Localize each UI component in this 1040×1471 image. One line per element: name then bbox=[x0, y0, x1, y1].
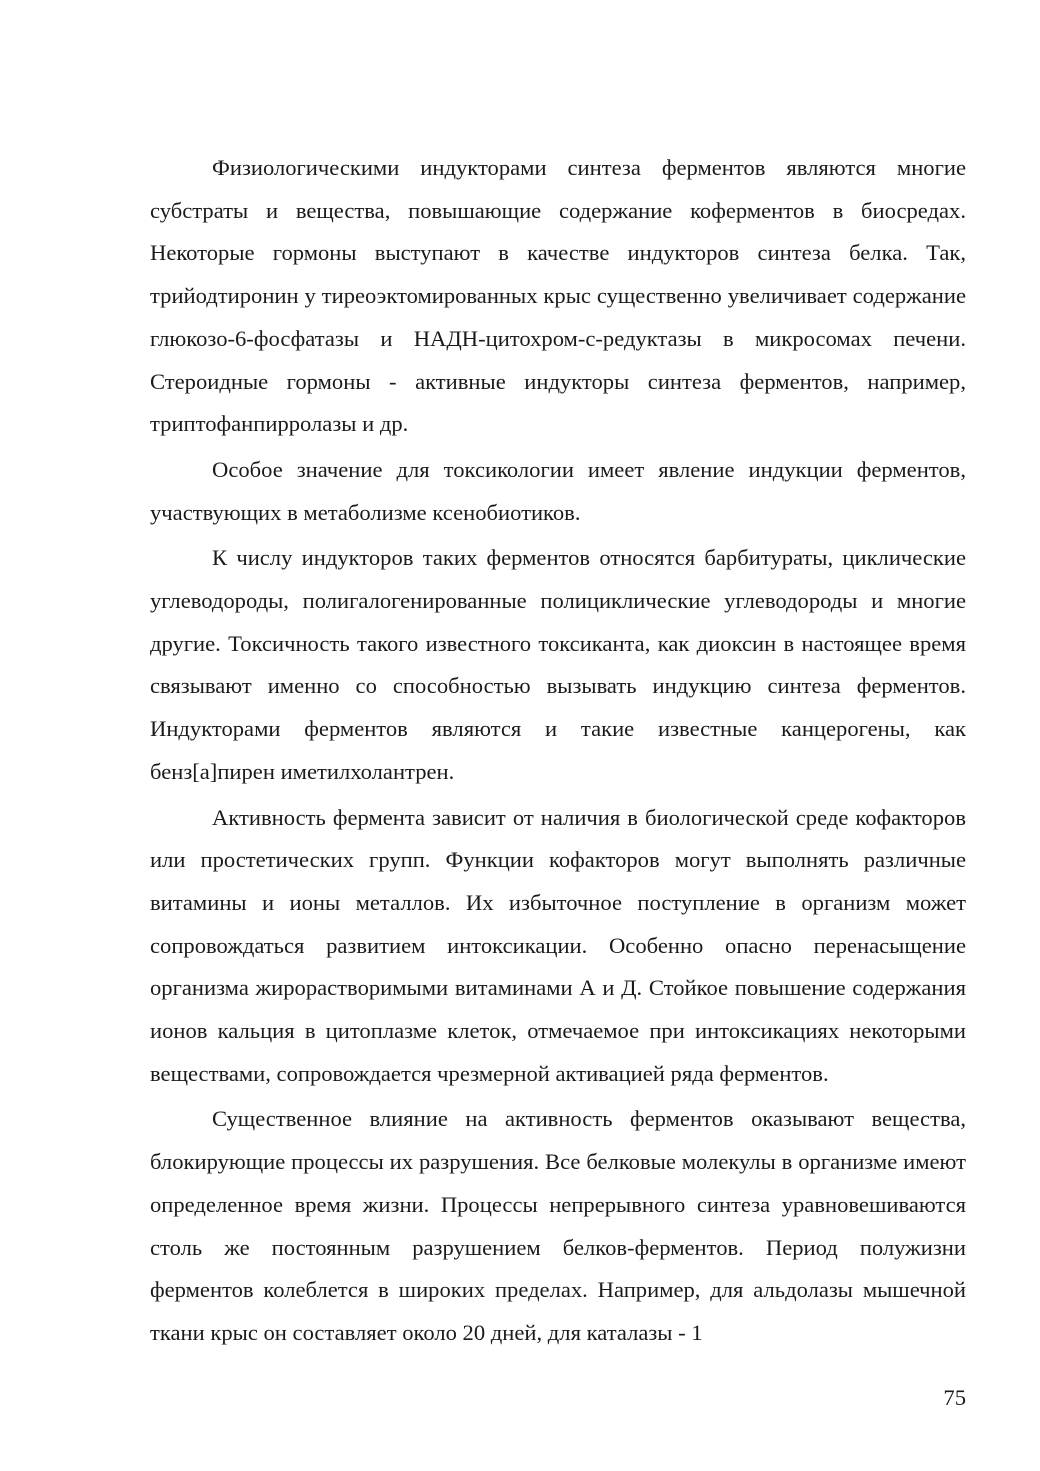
page-number: 75 bbox=[943, 1385, 966, 1410]
page-body bbox=[150, 147, 966, 1358]
paragraph-inducer-examples: К числу индукторов таких ферментов относятся барбитураты, циклические углеводороды, полигалогенированные полициклические углеводороды и многие другие. Токсичность такого известного токсиканта, как диоксин в настоящее время связывают именно со способностью вызывать индукцию синтеза ферментов. Индукторами ферментов являются и такие известные канцерогены, как бенз[а]пирен иметилхолантрен. bbox=[150, 545, 966, 784]
paragraph-enzyme-degradation: Существенное влияние на активность ферментов оказывают вещества, блокирующие процессы их разрушения. Все белковые молекулы в организме имеют определенное время жизни. Процессы непрерывного синтеза уравновешиваются столь же постоянным разрушением белков-ферментов. Период полужизни ферментов колеблется в широких пределах. Например, для альдолазы мышечной ткани крыс он составляет около 20 дней, для каталазы - 1 bbox=[150, 1106, 966, 1345]
paragraph-toxicology-induction: Особое значение для токсикологии имеет явление индукции ферментов, участвующих в метаболизме ксенобиотиков. bbox=[150, 456, 966, 525]
paragraph-enzyme-inducers: Физиологическими индукторами синтеза ферментов являются многие субстраты и вещества, повышающие содержание коферментов в биосредах. Некоторые гормоны выступают в качестве индукторов синтеза белка. Так, трийодтиронин у тиреоэктомированных крыс существенно увеличивает содержание глюкозо-6-фосфатазы и НАДН-цитохром-с-редуктазы в микросомах печени. Стероидные гормоны - активные индукторы синтеза ферментов, например, триптофанпирролазы и др. bbox=[150, 155, 966, 437]
paragraph-cofactors: Активность фермента зависит от наличия в биологической среде кофакторов или простетических групп. Функции кофакторов могут выполнять различные витамины и ионы металлов. Их избыточное поступление в организм может сопровождаться развитием интоксикации. Особенно опасно перенасыщение организма жирорастворимыми витаминами А и Д. Стойкое повышение содержания ионов кальция в цитоплазме клеток, отмечаемое при интоксикациях некоторыми веществами, сопровождается чрезмерной активацией ряда ферментов. bbox=[150, 804, 966, 1086]
